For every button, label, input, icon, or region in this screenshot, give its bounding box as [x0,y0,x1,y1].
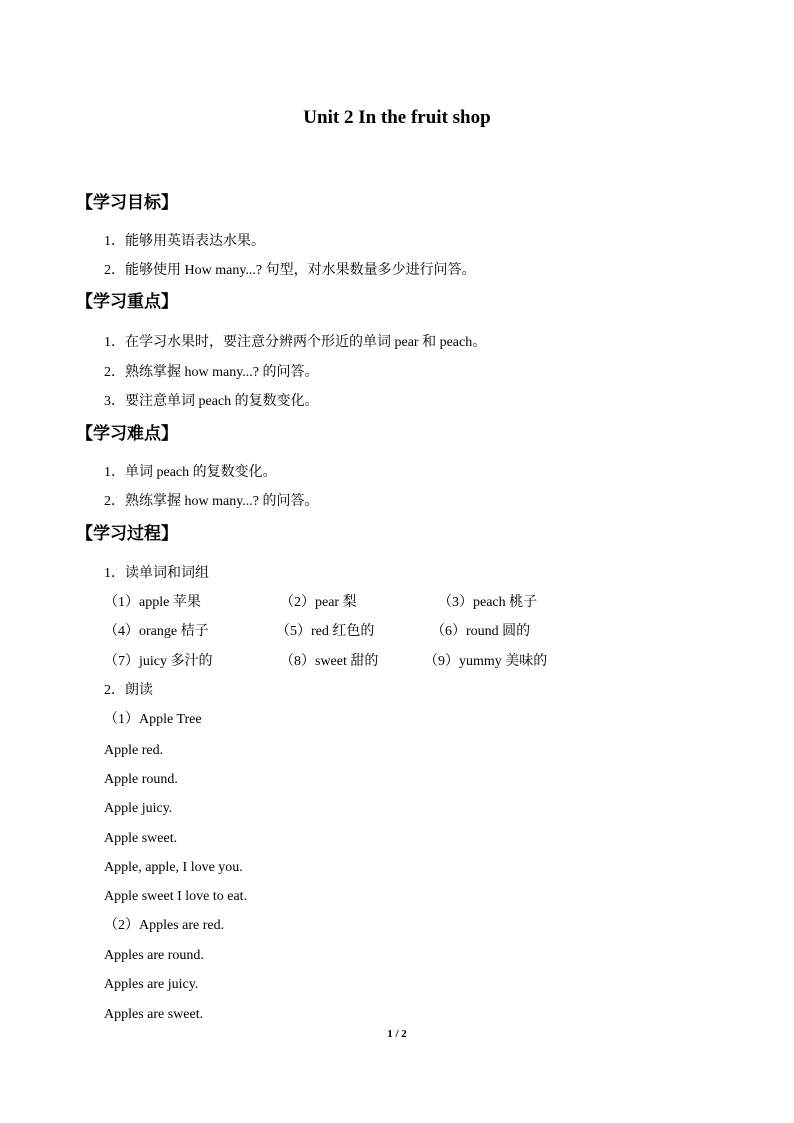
poem-line: Apples are juicy. [104,977,199,992]
objective-item: 1．能够用英语表达水果。 [104,234,265,249]
poem-title: （2）Apples are red. [104,918,225,933]
vocab-item: （9）yummy 美味的 [424,654,548,669]
page-number: 1 / 2 [387,1028,407,1040]
key-points-heading: 【学习重点】 [76,292,178,312]
vocab-item: （7）juicy 多汁的 [104,654,213,669]
vocab-item: （2）pear 梨 [280,595,357,610]
process-step: 2．朗读 [104,683,153,698]
poem-line: Apple, apple, I love you. [104,860,243,875]
objective-item: 2．能够使用 How many...? 句型，对水果数量多少进行问答。 [104,263,476,278]
poem-line: Apples are sweet. [104,1007,204,1022]
key-point-item: 3．要注意单词 peach 的复数变化。 [104,394,319,409]
difficulty-item: 1．单词 peach 的复数变化。 [104,465,277,480]
poem-title: （1）Apple Tree [104,712,202,727]
poem-line: Apple round. [104,772,178,787]
poem-line: Apples are round. [104,948,204,963]
difficulty-item: 2．熟练掌握 how many...? 的问答。 [104,494,319,509]
key-point-item: 2．熟练掌握 how many...? 的问答。 [104,365,319,380]
process-step: 1．读单词和词组 [104,566,209,581]
poem-line: Apple sweet I love to eat. [104,889,248,904]
vocab-item: （1）apple 苹果 [104,595,201,610]
poem-line: Apple red. [104,743,164,758]
vocab-item: （5）red 红色的 [276,624,375,639]
objectives-heading: 【学习目标】 [76,193,178,213]
page-title: Unit 2 In the fruit shop [303,107,491,128]
process-heading: 【学习过程】 [76,524,178,544]
vocab-item: （4）orange 桔子 [104,624,209,639]
vocab-item: （3）peach 桃子 [438,595,538,610]
poem-line: Apple juicy. [104,801,173,816]
difficulties-heading: 【学习难点】 [76,424,178,444]
poem-line: Apple sweet. [104,831,178,846]
vocab-item: （8）sweet 甜的 [280,654,379,669]
vocab-item: （6）round 圆的 [431,624,531,639]
key-point-item: 1．在学习水果时，要注意分辨两个形近的单词 pear 和 peach。 [104,335,487,350]
